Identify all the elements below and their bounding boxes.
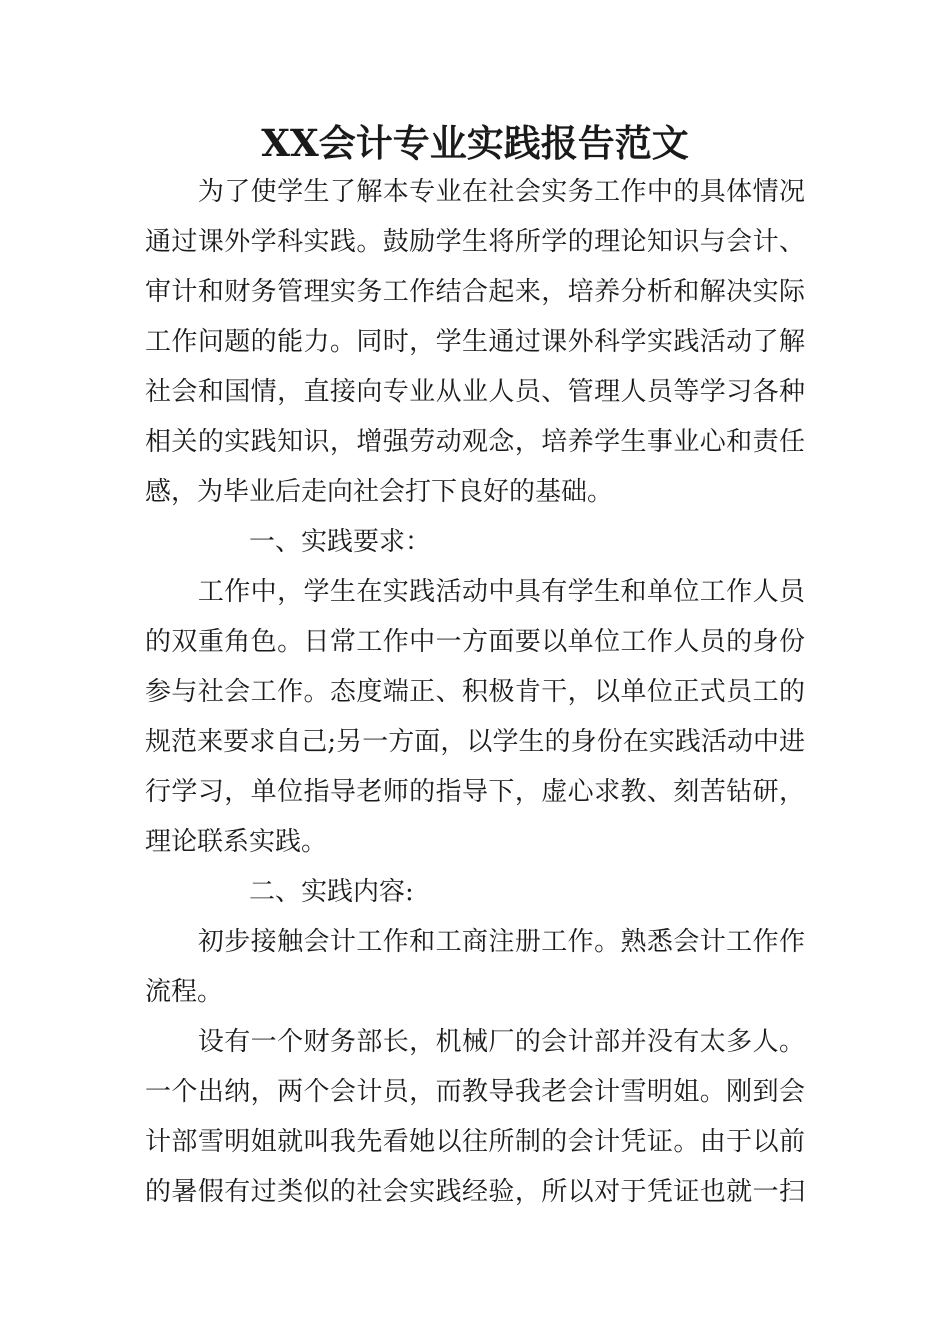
section-heading: 一、实践要求： [145, 527, 432, 557]
paragraph-line: 工作问题的能力。同时，学生通过课外科学实践活动了解 [145, 327, 805, 357]
paragraph-line: 流程。 [145, 977, 224, 1007]
paragraph-line: 参与社会工作。态度端正、积极肯干，以单位正式员工的 [145, 677, 805, 707]
paragraph-line: 工作中，学生在实践活动中具有学生和单位工作人员 [145, 577, 805, 607]
paragraph-line: 一个出纳，两个会计员，而教导我老会计雪明姐。刚到会 [145, 1077, 805, 1107]
paragraph-line: 计部雪明姐就叫我先看她以往所制的会计凭证。由于以前 [145, 1127, 805, 1157]
paragraph-line: 为了使学生了解本专业在社会实务工作中的具体情况 [145, 177, 805, 207]
paragraph-line: 审计和财务管理实务工作结合起来，培养分析和解决实际 [145, 277, 805, 307]
document-title: XX会计专业实践报告范文 [261, 121, 689, 165]
paragraph-line: 行学习，单位指导老师的指导下，虚心求教、刻苦钻研， [145, 777, 805, 807]
paragraph-line: 通过课外学科实践。鼓励学生将所学的理论知识与会计、 [145, 227, 805, 257]
paragraph-line: 规范来要求自己;另一方面，以学生的身份在实践活动中进 [145, 727, 805, 757]
paragraph-line: 的双重角色。日常工作中一方面要以单位工作人员的身份 [145, 627, 805, 657]
paragraph-line: 社会和国情，直接向专业从业人员、管理人员等学习各种 [145, 377, 805, 407]
paragraph-line: 相关的实践知识，增强劳动观念，培养学生事业心和责任 [145, 427, 805, 457]
paragraph-line: 感，为毕业后走向社会打下良好的基础。 [145, 477, 614, 507]
section-heading: 二、实践内容: [145, 877, 414, 907]
paragraph-line: 的暑假有过类似的社会实践经验，所以对于凭证也就一扫 [145, 1177, 805, 1207]
paragraph-line: 设有一个财务部长，机械厂的会计部并没有太多人。 [145, 1027, 805, 1057]
paragraph-line: 理论联系实践。 [145, 827, 328, 857]
paragraph-line: 初步接触会计工作和工商注册工作。熟悉会计工作作 [145, 927, 805, 957]
